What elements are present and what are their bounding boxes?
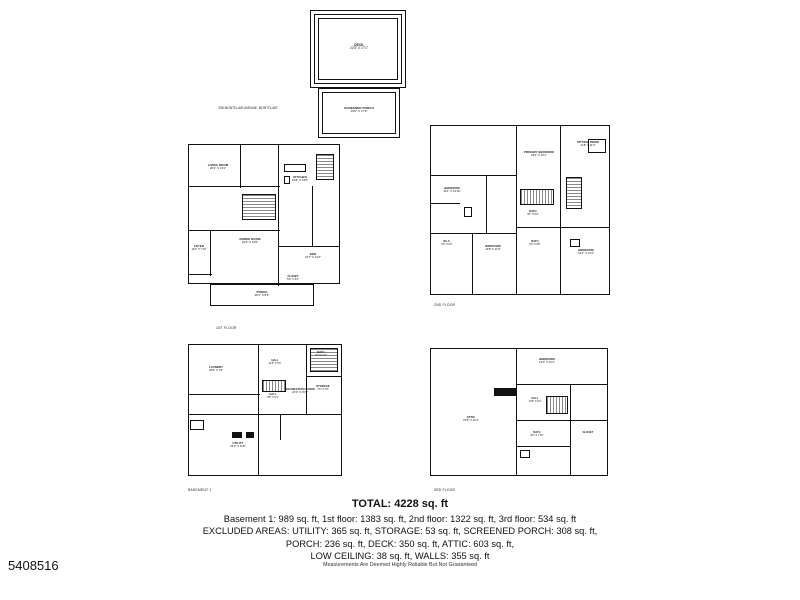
bath-fixture-2f-b [570, 239, 580, 247]
room-dining-room: DINING ROOM 22'4" X 13'6" [239, 237, 261, 245]
summary-line-4: LOW CEILING: 38 sq. ft, WALLS: 355 sq. ft [310, 551, 490, 562]
room-wic-2f: W.I.C. 6'4" X 6'0" [441, 240, 453, 246]
utility-block-b [246, 432, 254, 438]
stair-2f-hall [520, 189, 554, 205]
room-bedroom-3f: BEDROOM 13'0" X 12'1" [539, 357, 555, 364]
room-hall-bs-a: HALL 8'5" X 6'1" [267, 393, 279, 399]
room-living-room: LIVING ROOM 22'2" X 13'1" [207, 163, 229, 171]
room-sitting-room: SITTING ROOM 11'8" X 11'4" [577, 140, 599, 147]
wall-ff-6 [188, 274, 212, 275]
wall-2f-3 [516, 227, 610, 228]
plan-basement-1 [180, 336, 400, 506]
wall-2f-7 [560, 227, 561, 295]
room-bath-2f-a: BATH 8'4" X 6'8" [529, 240, 541, 246]
bath-fixture-2f-a [464, 207, 472, 217]
label-third-floor: 3RD FLOOR [434, 488, 456, 492]
room-utility: UTILITY 22'4" X 11'8" [230, 441, 246, 448]
wall-bs-7 [280, 414, 281, 440]
wall-ff-7 [210, 230, 211, 276]
room-closet-3f: CLOSET [582, 431, 594, 434]
room-hall-bs-b: HALL 11'8" X 5'3" [268, 359, 282, 365]
wall-ff-2 [278, 144, 279, 286]
label-basement-1: BASEMENT 1 [188, 488, 212, 492]
wall-ff-4 [312, 186, 313, 246]
wall-3f-1 [516, 348, 517, 476]
wall-3f-4 [570, 384, 571, 476]
address-note: 936 MONTCLAIR AVENUE, MONTCLAIR [218, 106, 278, 110]
kitchen-island [284, 164, 306, 172]
attic-block [494, 388, 516, 396]
summary-line-3: PORCH: 236 sq. ft, DECK: 350 sq. ft, ATTIC: 603 sq. ft, [285, 538, 515, 549]
summary-line-2: EXCLUDED AREAS: UTILITY: 365 sq. ft, STORAGE: 53 sq. ft, SCREENED PORCH: 308 sq. ft, [202, 526, 598, 537]
room-bedroom-3: BEDROOM 13'8" X 11'6" [485, 244, 501, 251]
room-deck: DECK 22'8" X 17'1" [349, 43, 368, 51]
disclaimer-text: Measurements Are Deemed Highly Reliable But Not Guaranteed [322, 562, 477, 568]
wall-ff-1 [188, 186, 280, 187]
mls-id: 5408516 [8, 558, 59, 573]
wall-bs-4 [188, 414, 260, 415]
plan-first-floor [180, 8, 420, 338]
total-area: TOTAL: 4228 sq. ft [351, 498, 449, 510]
room-hall-3f: HALL 13'8" X 6'4" [528, 397, 542, 403]
wall-bs-6 [306, 376, 342, 377]
plan-second-floor [420, 115, 640, 315]
room-bath-3f: BATH 8'0" X 7'10" [530, 431, 544, 437]
utility-block-a [232, 432, 242, 438]
wall-2f-1 [430, 175, 516, 176]
stair-2f-main [566, 177, 582, 209]
room-recreation-room: RECREATION ROOM 22'0" X 15'1" [285, 387, 315, 394]
room-bath-bs: BATH 8'4" X 4'2" [315, 351, 327, 357]
area-summary [0, 498, 800, 563]
room-den: DEN 13'7" X 14'4" [304, 252, 322, 260]
wall-2f-6 [560, 125, 561, 227]
wall-ff-5 [278, 246, 340, 247]
room-closet-ff: CLOSET 5'0" X 4'2" [287, 275, 299, 281]
room-bath-2f-b: BATH 9'1" X 6'0" [527, 210, 539, 216]
summary-line-1: Basement 1: 989 sq. ft, 1st floor: 1383 sq. ft, 2nd floor: 1322 sq. ft, 3rd floor: 534 sq. ft [223, 514, 577, 524]
room-bedroom-2: BEDROOM 12'1" X 14'10" [443, 186, 461, 193]
wall-bs-3 [258, 414, 342, 415]
wall-2f-8 [430, 203, 460, 204]
wall-2f-9 [486, 175, 487, 233]
third-floor-outline [430, 348, 608, 476]
bath-fixture-3f [520, 450, 530, 458]
room-kitchen: KITCHEN 19'8" X 13'5" [291, 175, 309, 183]
room-screened-porch: SCREENED PORCH 19'6" X 17'9" [344, 106, 374, 114]
label-second-floor: 2ND FLOOR [434, 303, 456, 307]
room-porch: PORCH 28'1" X 8'5" [254, 290, 270, 298]
laundry-fixture [190, 420, 204, 430]
plan-third-floor [420, 336, 640, 506]
wall-2f-5 [472, 233, 473, 295]
room-attic: ATTIC 21'8" X 20'1" [463, 415, 479, 422]
wall-3f-2 [516, 384, 608, 385]
stair-ff-main [242, 194, 276, 220]
room-foyer: FOYER 11'0" X 7'10" [191, 245, 207, 251]
room-primary-bedroom: PRIMARY BEDROOM 18'4" X 15'1" [524, 150, 554, 157]
wall-3f-5 [516, 446, 570, 447]
wall-3f-3 [516, 420, 608, 421]
room-storage: STORAGE 7'0" X 7'6" [316, 385, 330, 391]
label-first-floor: 1ST FLOOR [216, 326, 237, 330]
room-bedroom-4: BEDROOM 12'2" X 14'4" [578, 248, 594, 255]
wall-ff-3 [188, 230, 280, 231]
room-laundry: LAUNDRY 18'8" X 7'9" [208, 365, 224, 372]
wall-bs-1 [188, 394, 260, 395]
